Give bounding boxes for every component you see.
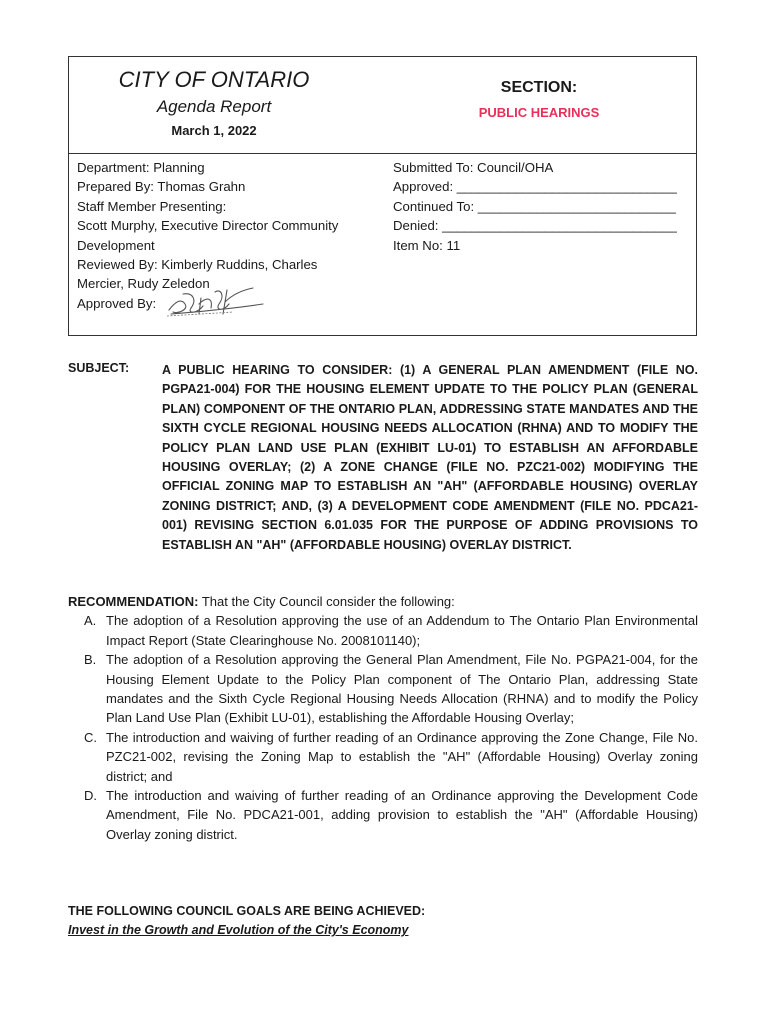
recommendation-heading xyxy=(68,592,698,611)
recommendation-item xyxy=(68,728,698,786)
recommendation-section xyxy=(68,592,698,844)
submitted-to: Submitted To: Council/OHA xyxy=(393,160,554,175)
item-text: The introduction and waiving of further reading of an Ordinance approving the Development Code Amendment, File No. PDCA21-001, adding provision to establish the "AH" (Affordable Housing) Overlay zoning district. xyxy=(106,788,698,842)
item-text: The adoption of a Resolution approving the use of an Addendum to The Ontario Plan Environmental Impact Report (State Clearinghouse No. 2008101140); xyxy=(106,613,698,648)
staff-presenting: Staff Member Presenting: xyxy=(77,198,227,214)
city-name: CITY OF ONTARIO xyxy=(118,67,310,92)
details-left xyxy=(77,158,377,313)
section-label: SECTION: xyxy=(500,79,578,96)
goals-heading: THE FOLLOWING COUNCIL GOALS ARE BEING ACHIEVED: xyxy=(68,904,426,918)
subject-text: A PUBLIC HEARING TO CONSIDER: (1) A GENERAL PLAN AMENDMENT (FILE NO. PGPA21-004) FOR THE HOUSING ELEMENT UPDATE TO THE POLICY PLAN (GENERAL PLAN) COMPONENT OF THE ONTARIO PLAN, ADDRESSING STATE MANDATES AND THE SIXTH CYCLE REGIONAL HOUSING NEEDS ALLOCATION (RHNA) AND TO MODIFY THE POLICY PLAN LAND USE PLAN (EXHIBIT LU-01) TO ESTABLISH AN AFFORDABLE HOUSING OVERLAY; (2) A ZONE CHANGE (FILE NO. PZC21-002) MODIFYING THE OFFICIAL ZONING MAP TO ESTABLISH AN "AH" (AFFORDABLE HOUSING) OVERLAY ZONING DISTRICT; AND, (3) A DEVELOPMENT CODE AMENDMENT (FILE NO. PDCA21-001) REVISING SECTION 6.01.035 FOR THE PURPOSE OF ADDING PROVISIONS TO ESTABLISH AN "AH" (AFFORDABLE HOUSING) OVERLAY DISTRICT. xyxy=(162,363,698,552)
header-box xyxy=(68,56,697,336)
item-text: The adoption of a Resolution approving the General Plan Amendment, File No. PGPA21-004, for the Housing Element Update to the Policy Plan component of The Ontario Plan, addressing State mandates and the Sixth Cycle Regional Housing Needs Allocation (RHNA) and to modify the Policy Plan Land Use Plan (Exhibit LU-01), establishing the Affordable Housing Overlay; xyxy=(106,652,698,726)
subject-label: SUBJECT: xyxy=(68,361,130,375)
council-goals xyxy=(68,902,425,941)
signature-image xyxy=(163,284,273,320)
item-letter: B. xyxy=(84,652,97,668)
prepared-by: Prepared By: Thomas Grahn xyxy=(77,179,246,195)
recommendation-item xyxy=(68,611,698,650)
reviewed-by-line-2: Mercier, Rudy Zeledon xyxy=(77,276,210,292)
details-right xyxy=(393,158,693,255)
item-letter: C. xyxy=(84,729,97,745)
continued-to-field: Continued To: ___________________________ xyxy=(393,198,676,214)
item-letter: D. xyxy=(84,788,97,804)
item-number: Item No: 11 xyxy=(393,237,461,253)
reviewed-by-line-1: Reviewed By: Kimberly Ruddins, Charles xyxy=(77,257,318,273)
denied-field: Denied: ________________________________ xyxy=(393,218,677,234)
item-text: The introduction and waiving of further reading of an Ordinance approving the Zone Change, File No. PZC21-002, revising the Zoning Map to establish the "AH" (Affordable Housing) Overlay zoning district; and xyxy=(106,729,698,784)
report-type: Agenda Report xyxy=(156,97,272,116)
item-letter: A. xyxy=(84,613,97,629)
approved-by-row xyxy=(77,294,377,313)
approved-by: Approved By: xyxy=(77,295,157,311)
staff-name-line-1: Scott Murphy, Executive Director Community xyxy=(77,218,339,234)
department: Department: Planning xyxy=(77,160,205,175)
header-divider xyxy=(69,153,696,154)
staff-name-line-2: Development xyxy=(77,237,155,253)
recommendation-label: RECOMMENDATION: xyxy=(68,594,199,609)
approved-field: Approved: ______________________________ xyxy=(393,179,677,195)
recommendation-item xyxy=(68,650,698,728)
recommendation-list xyxy=(68,611,698,844)
goal-item: Invest in the Growth and Evolution of the City's Economy xyxy=(68,923,409,938)
recommendation-intro: That the City Council consider the following: xyxy=(198,594,455,609)
recommendation-item xyxy=(68,786,698,844)
report-date: March 1, 2022 xyxy=(171,123,257,138)
section-value: PUBLIC HEARINGS xyxy=(478,105,600,120)
